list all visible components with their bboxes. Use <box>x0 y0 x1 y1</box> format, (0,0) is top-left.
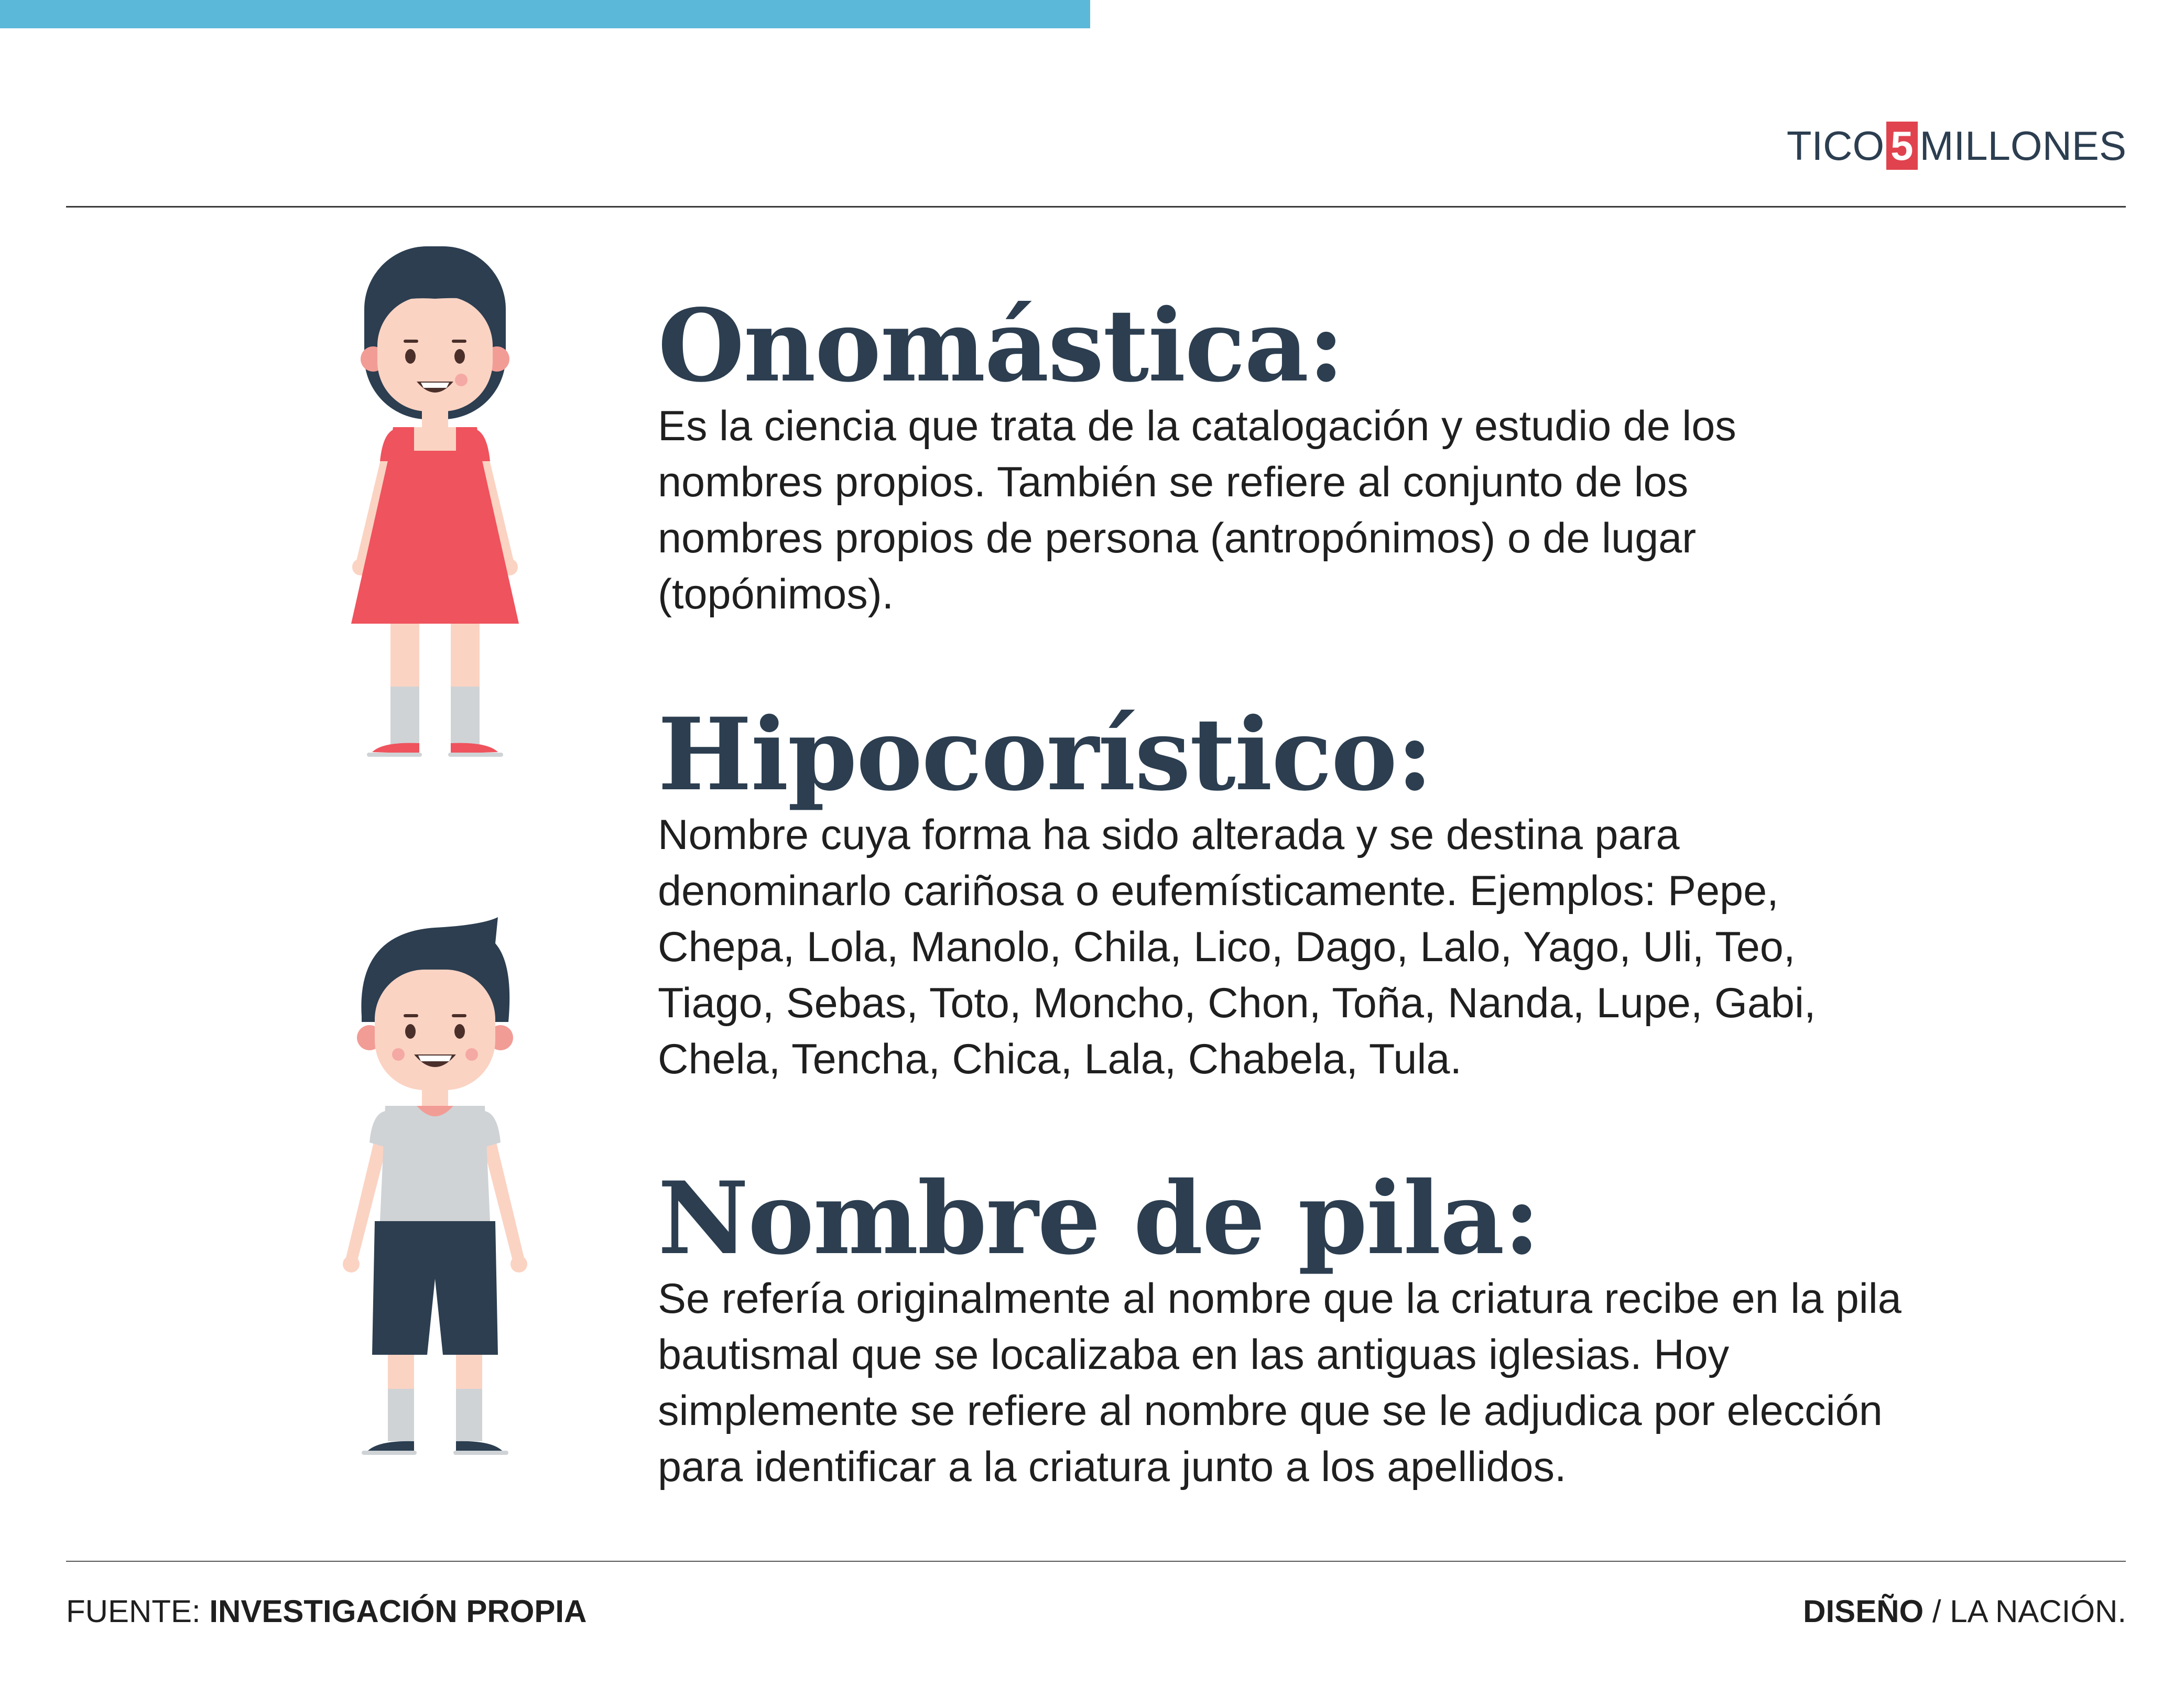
girl-illustration <box>314 246 556 770</box>
brand-logo-number: 5 <box>1886 122 1917 170</box>
design-value: / LA NACIÓN. <box>1924 1594 2126 1629</box>
source-value: INVESTIGACIÓN PROPIA <box>209 1594 587 1629</box>
section-body: Es la ciencia que trata de la catalogación y estudio de los nombres propios. También se refiere al conjunto de los nombres propios de persona (antropónimos) o de lugar (topónimos). <box>658 403 1736 618</box>
section-title: Nombre de pila: <box>658 1160 1539 1277</box>
header-divider <box>66 206 2126 208</box>
section-title: Hipocorístico: <box>658 696 1432 813</box>
source-label: FUENTE: <box>66 1594 210 1629</box>
brand-logo-part2: MILLONES <box>1919 122 2126 169</box>
section-body: Nombre cuya forma ha sido alterada y se destina para denominarlo cariñosa o eufemísticamente. Ejemplos: Pepe, Chepa, Lola, Manolo, Chila, Lico, Dago, Lalo, Yago, Uli, Teo, Tiago, Sebas, Toto, Moncho, Chon, Toña, Nanda, Lupe, Gabi, Chela, Tencha, Chica, Lala, Chabela, Tula. <box>658 811 1816 1083</box>
section-onomastica <box>658 287 1968 623</box>
section-nombre-de-pila <box>658 1160 1968 1495</box>
design-label: DISEÑO <box>1803 1594 1924 1629</box>
brand-logo <box>1787 122 2126 170</box>
section-body: Se refería originalmente al nombre que la criatura recibe en la pila bautismal que se localizaba en las antiguas iglesias. Hoy simplemente se refiere al nombre que se le adjudica por elección para identificar a la criatura junto a los apellidos. <box>658 1275 1902 1491</box>
footer-divider <box>66 1561 2126 1562</box>
section-title: Onomástica: <box>658 287 1344 404</box>
section-hipocoristico <box>658 696 1968 1087</box>
design-credit <box>1803 1593 2126 1629</box>
top-accent-bar <box>0 0 1090 28</box>
boy-illustration <box>314 912 556 1478</box>
source-credit <box>66 1593 586 1629</box>
brand-logo-part1: TICO <box>1786 122 1885 169</box>
